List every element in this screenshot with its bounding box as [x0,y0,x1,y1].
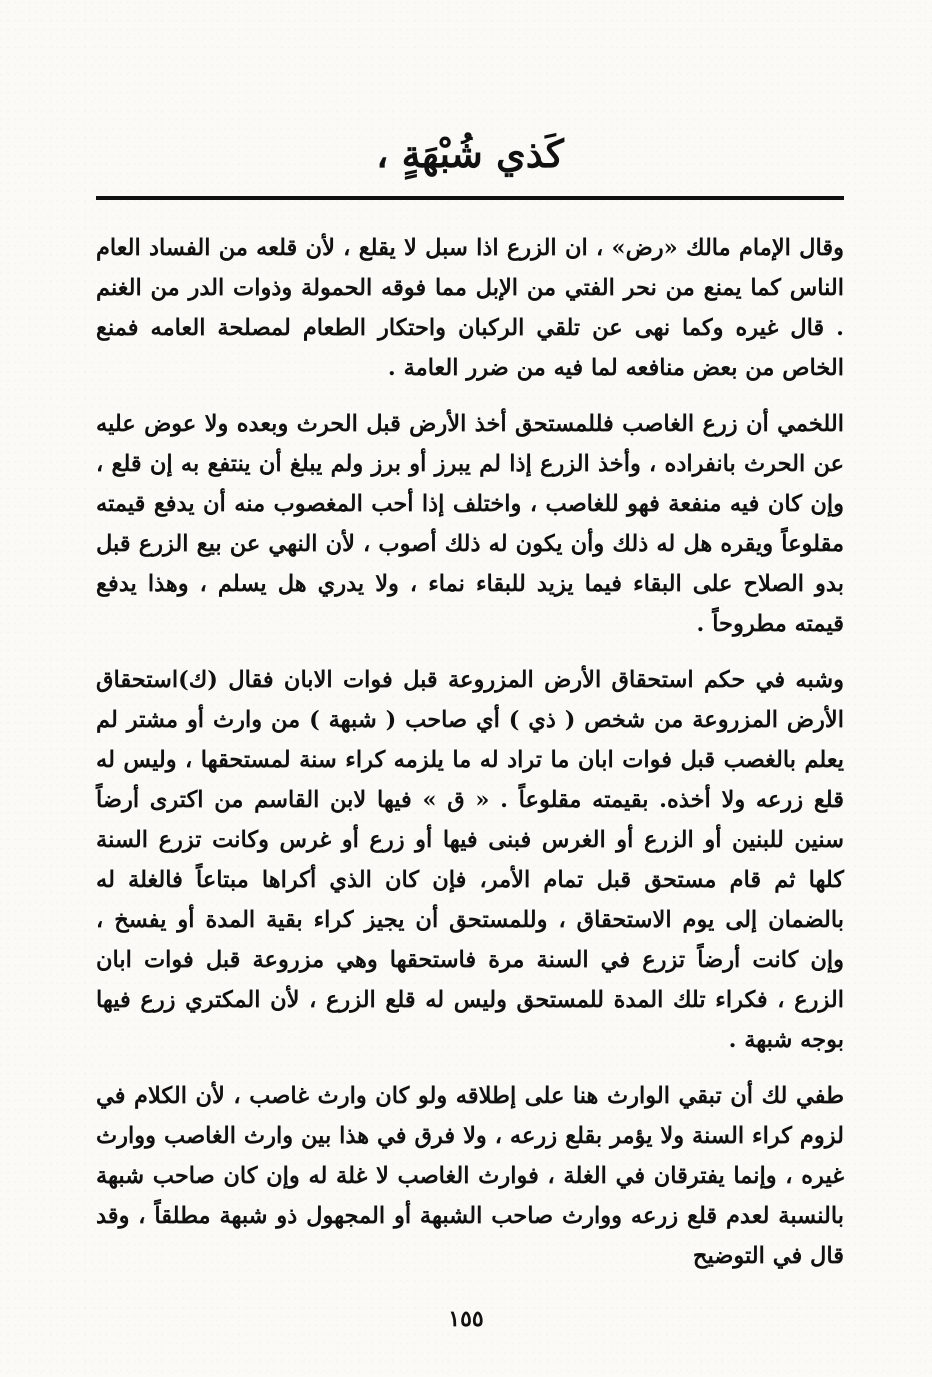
page-header [96,118,844,198]
paragraph-3: وشبه في حكم استحقاق الأرض المزروعة قبل فوات الابان فقال (ك)استحقاق الأرض المزروعة من شخص ( ذي ) أي صاحب ( شبهة ) من وارث أو مشتر لم يعلم بالغصب قبل فوات ابان ما تراد له ما يلزمه كراء سنة لمستحقها ، وليس له قلع زرعه ولا أخذه. بقيمته مقلوعاً . « ق » فيها لابن القاسم من اكترى أرضاً سنين للبنين أو الزرع أو الغرس فبنى فيها أو زرع أو غرس وكانت تزرع السنة كلها ثم قام مستحق قبل تمام الأمر، فإن كان الذي أكراها مبتاعاً فالغلة له بالضمان إلى يوم الاستحقاق ، وللمستحق أن يجيز كراء بقية المدة أو يفسخ ، وإن كانت أرضاً تزرع في السنة مرة فاستحقها وهي مزروعة قبل فوات ابان الزرع ، فكراء تلك المدة للمستحق وليس له قلع الزرع ، لأن المكتري زرع فيها بوجه شبهة . [96,667,844,1053]
running-title: كَذي شُبْهَةٍ ، [376,131,564,176]
body-text [96,228,844,1276]
header-rule [96,196,844,200]
paragraph-4: طفي لك أن تبقي الوارث هنا على إطلاقه ولو كان وارث غاصب ، لأن الكلام في لزوم كراء السنة ولا يؤمر بقلع زرعه ، ولا فرق في هذا بين وارث الغاصب ووارث غيره ، وإنما يفترقان في الغلة ، فوارث الغاصب لا غلة له وإن كان صاحب شبهة بالنسبة لعدم قلع زرعه ووارث صاحب الشبهة أو المجهول ذو شبهة مطلقاً ، وقد قال في التوضيح [96,1083,844,1269]
paragraph-1: وقال الإمام مالك «رض» ، ان الزرع اذا سبل لا يقلع ، لأن قلعه من الفساد العام الناس كما يمنع من نحر الفتي من الإبل مما فوقه الحمولة وذوات الدر من الغنم . قال غيره وكما نهى عن تلقي الركبان واحتكار الطعام لمصلحة العامه فمنع الخاص من بعض منافعه لما فيه من ضرر العامة . [96,235,844,381]
page-number: ١٥٥ [448,1306,484,1332]
paragraph-2: اللخمي أن زرع الغاصب فللمستحق أخذ الأرض قبل الحرث وبعده ولا عوض عليه عن الحرث بانفراده ، وأخذ الزرع إذا لم يبرز أو برز ولم يبلغ أن ينتفع به إن قلع ، وإن كان فيه منفعة فهو للغاصب ، واختلف إذا أحب المغصوب منه أن يدفع قيمته مقلوعاً ويقره هل له ذلك وأن يكون له ذلك أصوب ، لأن النهي عن بيع الزرع قبل بدو الصلاح على البقاء فيما يزيد للبقاء نماء ، ولا يدري هل يسلم ، وهذا يدفع قيمته مطروحاً . [96,411,844,637]
